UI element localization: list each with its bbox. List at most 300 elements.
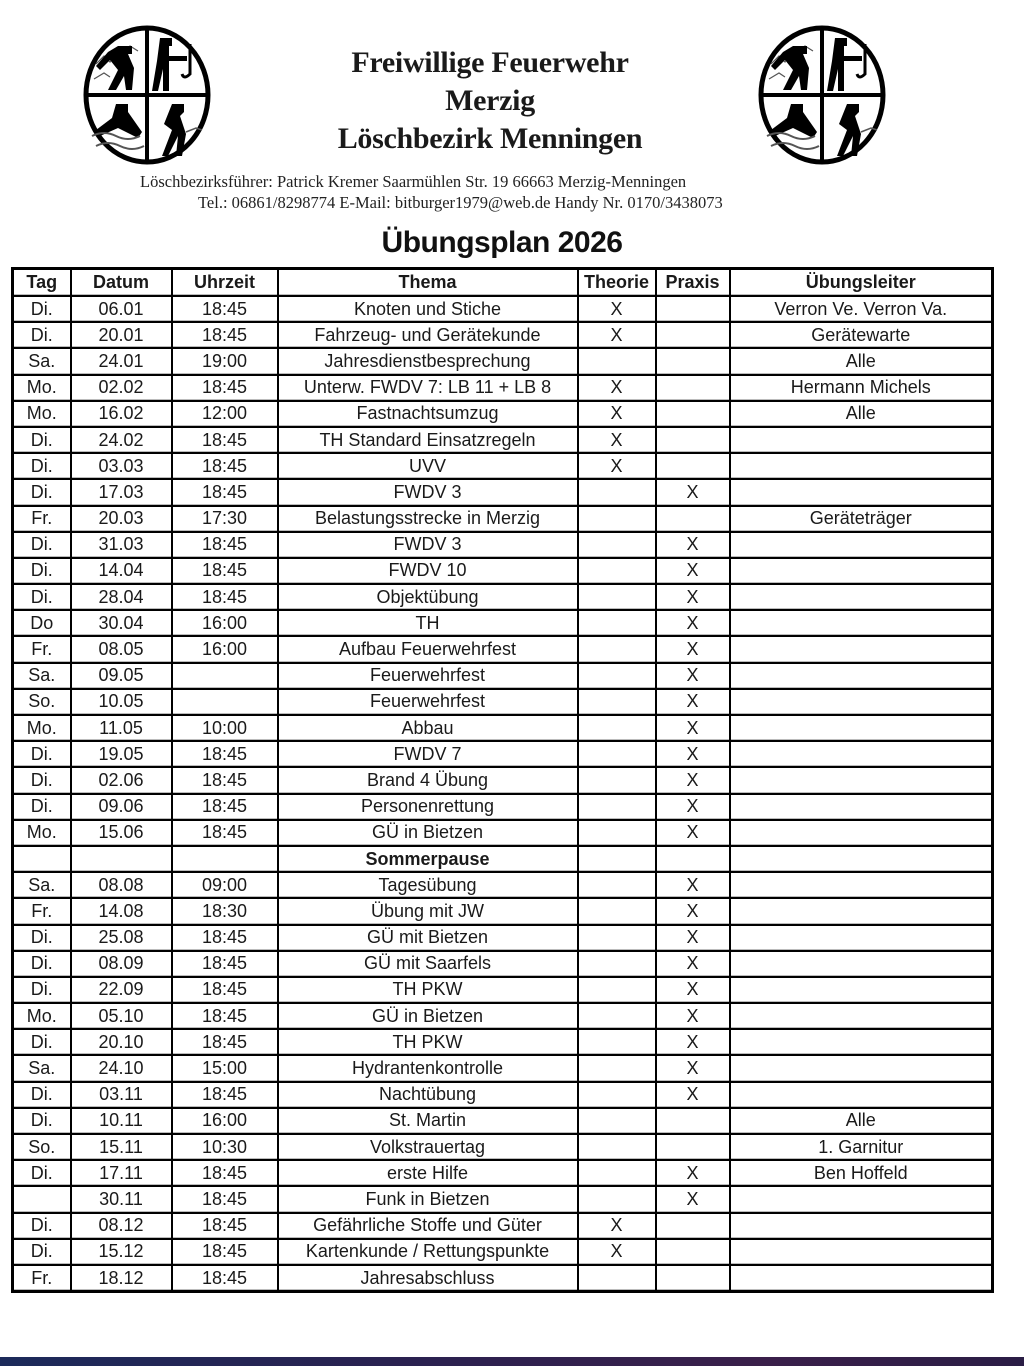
cell-tag: Di. [13, 1160, 71, 1186]
cell-tag [13, 1186, 71, 1212]
column-header-uebungsleiter: Übungsleiter [730, 269, 993, 297]
cell-uebungsleiter [730, 1055, 993, 1081]
cell-datum: 08.12 [71, 1213, 172, 1239]
cell-uhrzeit: 18:45 [172, 1029, 278, 1055]
cell-tag: Di. [13, 427, 71, 453]
column-header-praxis: Praxis [656, 269, 730, 297]
cell-uebungsleiter: Ben Hoffeld [730, 1160, 993, 1186]
column-header-uhrzeit: Uhrzeit [172, 269, 278, 297]
cell-uebungsleiter [730, 1213, 993, 1239]
cell-praxis: X [656, 1160, 730, 1186]
cell-uhrzeit: 18:45 [172, 1239, 278, 1265]
cell-theorie: X [578, 427, 656, 453]
cell-theorie: X [578, 296, 656, 322]
cell-datum: 03.11 [71, 1082, 172, 1108]
cell-thema: GÜ mit Saarfels [278, 951, 578, 977]
cell-uhrzeit [172, 663, 278, 689]
cell-tag: Di. [13, 741, 71, 767]
cell-uhrzeit: 19:00 [172, 348, 278, 374]
cell-tag: So. [13, 1134, 71, 1160]
cell-uebungsleiter [730, 584, 993, 610]
table-row [13, 401, 993, 427]
cell-praxis [656, 296, 730, 322]
cell-theorie [578, 532, 656, 558]
cell-datum: 19.05 [71, 741, 172, 767]
cell-datum: 03.03 [71, 453, 172, 479]
cell-praxis: X [656, 689, 730, 715]
cell-uhrzeit: 17:30 [172, 506, 278, 532]
cell-thema: Knoten und Stiche [278, 296, 578, 322]
cell-thema: Brand 4 Übung [278, 767, 578, 793]
org-line-1: Freiwillige Feuerwehr [351, 46, 629, 79]
cell-datum: 28.04 [71, 584, 172, 610]
cell-uebungsleiter: Geräteträger [730, 506, 993, 532]
cell-thema: Nachtübung [278, 1082, 578, 1108]
cell-tag: Di. [13, 1239, 71, 1265]
cell-uhrzeit: 10:00 [172, 715, 278, 741]
cell-datum: 20.03 [71, 506, 172, 532]
cell-uebungsleiter [730, 872, 993, 898]
cell-thema: FWDV 3 [278, 479, 578, 505]
cell-uhrzeit: 15:00 [172, 1055, 278, 1081]
cell-praxis [656, 1265, 730, 1292]
cell-praxis [656, 375, 730, 401]
table-row [13, 1134, 993, 1160]
organization-name [250, 44, 730, 158]
cell-thema: FWDV 3 [278, 532, 578, 558]
table-row [13, 767, 993, 793]
cell-theorie: X [578, 401, 656, 427]
cell-theorie [578, 1134, 656, 1160]
table-row [13, 1108, 993, 1134]
cell-tag: Di. [13, 767, 71, 793]
cell-tag: Fr. [13, 506, 71, 532]
cell-datum: 10.05 [71, 689, 172, 715]
cell-thema: FWDV 10 [278, 558, 578, 584]
cell-uhrzeit: 18:45 [172, 584, 278, 610]
cell-tag: Sa. [13, 348, 71, 374]
cell-tag: Mo. [13, 715, 71, 741]
cell-datum: 31.03 [71, 532, 172, 558]
cell-uhrzeit: 18:45 [172, 375, 278, 401]
table-row [13, 1003, 993, 1029]
cell-thema: Kartenkunde / Rettungspunkte [278, 1239, 578, 1265]
table-row [13, 1265, 993, 1292]
cell-theorie [578, 1003, 656, 1029]
cell-tag: Mo. [13, 820, 71, 846]
cell-tag: Di. [13, 296, 71, 322]
cell-tag: Mo. [13, 1003, 71, 1029]
cell-uhrzeit: 18:45 [172, 951, 278, 977]
cell-theorie [578, 636, 656, 662]
cell-uhrzeit: 18:45 [172, 1160, 278, 1186]
cell-praxis: X [656, 1082, 730, 1108]
cell-theorie [578, 767, 656, 793]
cell-tag: Di. [13, 1108, 71, 1134]
cell-uebungsleiter [730, 1186, 993, 1212]
cell-thema: TH PKW [278, 1029, 578, 1055]
cell-datum: 02.06 [71, 767, 172, 793]
table-row [13, 479, 993, 505]
column-header-datum: Datum [71, 269, 172, 297]
table-header-row [13, 269, 993, 297]
cell-uebungsleiter [730, 663, 993, 689]
cell-datum: 06.01 [71, 296, 172, 322]
cell-datum: 08.08 [71, 872, 172, 898]
cell-tag: Mo. [13, 375, 71, 401]
cell-thema: Fastnachtsumzug [278, 401, 578, 427]
cell-theorie [578, 1029, 656, 1055]
cell-datum: 08.09 [71, 951, 172, 977]
cell-theorie [578, 558, 656, 584]
table-row [13, 925, 993, 951]
cell-datum: 02.02 [71, 375, 172, 401]
cell-praxis: X [656, 663, 730, 689]
cell-tag: Di. [13, 1213, 71, 1239]
cell-praxis: X [656, 741, 730, 767]
cell-theorie [578, 741, 656, 767]
cell-uebungsleiter [730, 427, 993, 453]
cell-theorie [578, 872, 656, 898]
column-header-thema: Thema [278, 269, 578, 297]
cell-theorie [578, 479, 656, 505]
cell-uhrzeit [172, 689, 278, 715]
cell-thema: Abbau [278, 715, 578, 741]
cell-theorie [578, 846, 656, 872]
cell-uebungsleiter [730, 532, 993, 558]
cell-tag: Mo. [13, 401, 71, 427]
cell-uhrzeit: 18:45 [172, 741, 278, 767]
cell-uebungsleiter [730, 636, 993, 662]
cell-tag: So. [13, 689, 71, 715]
cell-uhrzeit: 10:30 [172, 1134, 278, 1160]
cell-theorie [578, 715, 656, 741]
table-row [13, 375, 993, 401]
table-row [13, 506, 993, 532]
cell-thema: UVV [278, 453, 578, 479]
cell-tag: Fr. [13, 1265, 71, 1292]
cell-theorie [578, 1055, 656, 1081]
cell-praxis [656, 1239, 730, 1265]
org-line-2: Merzig [445, 84, 535, 117]
cell-datum: 14.08 [71, 898, 172, 924]
cell-tag: Di. [13, 951, 71, 977]
cell-uebungsleiter [730, 794, 993, 820]
cell-thema: GÜ mit Bietzen [278, 925, 578, 951]
page-title: Übungsplan 2026 [381, 226, 623, 259]
cell-uebungsleiter: Gerätewarte [730, 322, 993, 348]
cell-uebungsleiter [730, 977, 993, 1003]
table-row [13, 453, 993, 479]
cell-tag: Di. [13, 584, 71, 610]
cell-praxis [656, 401, 730, 427]
cell-thema: erste Hilfe [278, 1160, 578, 1186]
cell-theorie [578, 977, 656, 1003]
table-row [13, 820, 993, 846]
cell-praxis: X [656, 951, 730, 977]
cell-thema: Jahresdienstbesprechung [278, 348, 578, 374]
cell-thema: Übung mit JW [278, 898, 578, 924]
cell-theorie [578, 1265, 656, 1292]
cell-praxis: X [656, 1003, 730, 1029]
cell-uhrzeit: 16:00 [172, 1108, 278, 1134]
cell-datum: 17.11 [71, 1160, 172, 1186]
cell-tag: Fr. [13, 898, 71, 924]
table-row [13, 846, 993, 872]
cell-theorie: X [578, 375, 656, 401]
cell-theorie [578, 689, 656, 715]
cell-thema: Objektübung [278, 584, 578, 610]
cell-uebungsleiter: Verron Ve. Verron Va. [730, 296, 993, 322]
cell-theorie [578, 820, 656, 846]
cell-thema: Fahrzeug- und Gerätekunde [278, 322, 578, 348]
table-row [13, 1029, 993, 1055]
cell-uhrzeit [172, 846, 278, 872]
table-row [13, 663, 993, 689]
cell-uhrzeit: 18:45 [172, 558, 278, 584]
cell-datum: 11.05 [71, 715, 172, 741]
cell-datum: 30.11 [71, 1186, 172, 1212]
cell-uebungsleiter [730, 1082, 993, 1108]
cell-thema: GÜ in Bietzen [278, 820, 578, 846]
cell-praxis: X [656, 820, 730, 846]
cell-uhrzeit: 12:00 [172, 401, 278, 427]
cell-uebungsleiter: Alle [730, 401, 993, 427]
cell-datum: 24.10 [71, 1055, 172, 1081]
cell-datum: 14.04 [71, 558, 172, 584]
cell-thema: Belastungsstrecke in Merzig [278, 506, 578, 532]
column-header-tag: Tag [13, 269, 71, 297]
cell-uebungsleiter: Alle [730, 348, 993, 374]
table-body [13, 296, 993, 1292]
cell-thema: Aufbau Feuerwehrfest [278, 636, 578, 662]
cell-praxis [656, 846, 730, 872]
cell-praxis: X [656, 715, 730, 741]
table-row [13, 427, 993, 453]
contact-phone-email: Tel.: 06861/8298774 E-Mail: bitburger1979@web.de Handy Nr. 0170/3438073 [198, 193, 723, 212]
cell-thema: Funk in Bietzen [278, 1186, 578, 1212]
cell-theorie: X [578, 322, 656, 348]
cell-praxis: X [656, 767, 730, 793]
table-row [13, 689, 993, 715]
cell-tag: Sa. [13, 663, 71, 689]
cell-tag: Di. [13, 1029, 71, 1055]
table-row [13, 1239, 993, 1265]
cell-datum: 15.12 [71, 1239, 172, 1265]
cell-datum: 05.10 [71, 1003, 172, 1029]
cell-uebungsleiter [730, 925, 993, 951]
table-row [13, 872, 993, 898]
cell-uebungsleiter [730, 820, 993, 846]
cell-uhrzeit: 18:45 [172, 1082, 278, 1108]
cell-tag: Do [13, 610, 71, 636]
cell-tag: Di. [13, 479, 71, 505]
cell-tag: Di. [13, 322, 71, 348]
cell-datum [71, 846, 172, 872]
cell-datum: 24.02 [71, 427, 172, 453]
cell-datum: 20.10 [71, 1029, 172, 1055]
cell-uhrzeit: 18:45 [172, 1186, 278, 1212]
cell-thema: TH [278, 610, 578, 636]
cell-uebungsleiter [730, 898, 993, 924]
cell-thema: TH PKW [278, 977, 578, 1003]
cell-thema: GÜ in Bietzen [278, 1003, 578, 1029]
cell-thema: Jahresabschluss [278, 1265, 578, 1292]
cell-uhrzeit: 18:45 [172, 1265, 278, 1292]
cell-praxis [656, 1213, 730, 1239]
cell-uhrzeit: 09:00 [172, 872, 278, 898]
cell-uebungsleiter: Hermann Michels [730, 375, 993, 401]
cell-praxis: X [656, 925, 730, 951]
cell-theorie [578, 1108, 656, 1134]
column-header-theorie: Theorie [578, 269, 656, 297]
cell-theorie [578, 925, 656, 951]
contact-address: Löschbezirksführer: Patrick Kremer Saarmühlen Str. 19 66663 Merzig-Menningen [140, 172, 687, 191]
cell-uebungsleiter [730, 715, 993, 741]
cell-praxis: X [656, 1029, 730, 1055]
cell-datum: 20.01 [71, 322, 172, 348]
cell-thema: TH Standard Einsatzregeln [278, 427, 578, 453]
cell-uhrzeit: 18:45 [172, 820, 278, 846]
cell-tag: Di. [13, 794, 71, 820]
cell-uebungsleiter [730, 453, 993, 479]
table-row [13, 794, 993, 820]
cell-datum: 16.02 [71, 401, 172, 427]
cell-theorie [578, 794, 656, 820]
cell-uhrzeit: 18:45 [172, 794, 278, 820]
cell-thema: Volkstrauertag [278, 1134, 578, 1160]
cell-uebungsleiter [730, 479, 993, 505]
table-row [13, 1213, 993, 1239]
cell-uhrzeit: 18:45 [172, 532, 278, 558]
cell-uebungsleiter [730, 767, 993, 793]
cell-uhrzeit: 18:45 [172, 427, 278, 453]
cell-uebungsleiter [730, 1029, 993, 1055]
cell-uhrzeit: 16:00 [172, 636, 278, 662]
cell-datum: 17.03 [71, 479, 172, 505]
table-row [13, 296, 993, 322]
cell-praxis: X [656, 636, 730, 662]
cell-praxis [656, 453, 730, 479]
cell-uebungsleiter [730, 846, 993, 872]
table-row [13, 741, 993, 767]
cell-datum: 15.06 [71, 820, 172, 846]
bottom-gradient-bar [0, 1357, 1024, 1366]
cell-tag: Di. [13, 532, 71, 558]
cell-praxis [656, 1134, 730, 1160]
cell-praxis: X [656, 532, 730, 558]
cell-praxis: X [656, 1186, 730, 1212]
cell-tag: Di. [13, 558, 71, 584]
cell-theorie [578, 348, 656, 374]
cell-praxis [656, 1108, 730, 1134]
cell-theorie [578, 1160, 656, 1186]
cell-praxis: X [656, 872, 730, 898]
cell-thema: Sommerpause [278, 846, 578, 872]
cell-theorie [578, 1082, 656, 1108]
cell-uebungsleiter [730, 741, 993, 767]
table-row [13, 636, 993, 662]
cell-datum: 24.01 [71, 348, 172, 374]
cell-thema: Unterw. FWDV 7: LB 11 + LB 8 [278, 375, 578, 401]
cell-tag: Sa. [13, 872, 71, 898]
cell-datum: 15.11 [71, 1134, 172, 1160]
cell-datum: 30.04 [71, 610, 172, 636]
cell-uebungsleiter [730, 951, 993, 977]
table-row [13, 584, 993, 610]
cell-uhrzeit: 18:45 [172, 925, 278, 951]
org-line-3: Löschbezirk Menningen [337, 122, 643, 155]
cell-theorie [578, 584, 656, 610]
cell-thema: Personenrettung [278, 794, 578, 820]
cell-praxis: X [656, 610, 730, 636]
cell-uhrzeit: 18:45 [172, 1003, 278, 1029]
training-schedule-table [11, 267, 994, 1293]
cell-uhrzeit: 18:45 [172, 977, 278, 1003]
table-row [13, 715, 993, 741]
fire-brigade-emblem-icon [757, 24, 887, 166]
cell-tag: Di. [13, 453, 71, 479]
cell-praxis: X [656, 558, 730, 584]
cell-theorie [578, 610, 656, 636]
table-row [13, 1186, 993, 1212]
table-row [13, 322, 993, 348]
cell-tag [13, 846, 71, 872]
cell-uhrzeit: 18:45 [172, 453, 278, 479]
cell-thema: Feuerwehrfest [278, 663, 578, 689]
cell-thema: Tagesübung [278, 872, 578, 898]
table-row [13, 558, 993, 584]
cell-praxis: X [656, 794, 730, 820]
cell-datum: 18.12 [71, 1265, 172, 1292]
table-row [13, 610, 993, 636]
cell-theorie: X [578, 1239, 656, 1265]
cell-datum: 08.05 [71, 636, 172, 662]
table-row [13, 1055, 993, 1081]
cell-theorie [578, 506, 656, 532]
cell-tag: Sa. [13, 1055, 71, 1081]
cell-tag: Di. [13, 977, 71, 1003]
cell-datum: 09.05 [71, 663, 172, 689]
cell-theorie [578, 898, 656, 924]
cell-praxis: X [656, 977, 730, 1003]
cell-uhrzeit: 18:45 [172, 479, 278, 505]
cell-tag: Fr. [13, 636, 71, 662]
cell-praxis: X [656, 479, 730, 505]
cell-uhrzeit: 18:45 [172, 1213, 278, 1239]
cell-uhrzeit: 18:45 [172, 322, 278, 348]
cell-datum: 22.09 [71, 977, 172, 1003]
cell-uebungsleiter: 1. Garnitur [730, 1134, 993, 1160]
cell-praxis: X [656, 1055, 730, 1081]
cell-uebungsleiter [730, 558, 993, 584]
cell-praxis: X [656, 584, 730, 610]
cell-uebungsleiter [730, 1003, 993, 1029]
fire-brigade-emblem-icon [82, 24, 212, 166]
cell-theorie [578, 951, 656, 977]
cell-uhrzeit: 16:00 [172, 610, 278, 636]
cell-praxis [656, 427, 730, 453]
cell-thema: Feuerwehrfest [278, 689, 578, 715]
cell-uebungsleiter [730, 1239, 993, 1265]
cell-praxis [656, 348, 730, 374]
table-row [13, 977, 993, 1003]
cell-theorie [578, 663, 656, 689]
cell-thema: Hydrantenkontrolle [278, 1055, 578, 1081]
cell-praxis [656, 506, 730, 532]
cell-praxis: X [656, 898, 730, 924]
table-row [13, 1160, 993, 1186]
